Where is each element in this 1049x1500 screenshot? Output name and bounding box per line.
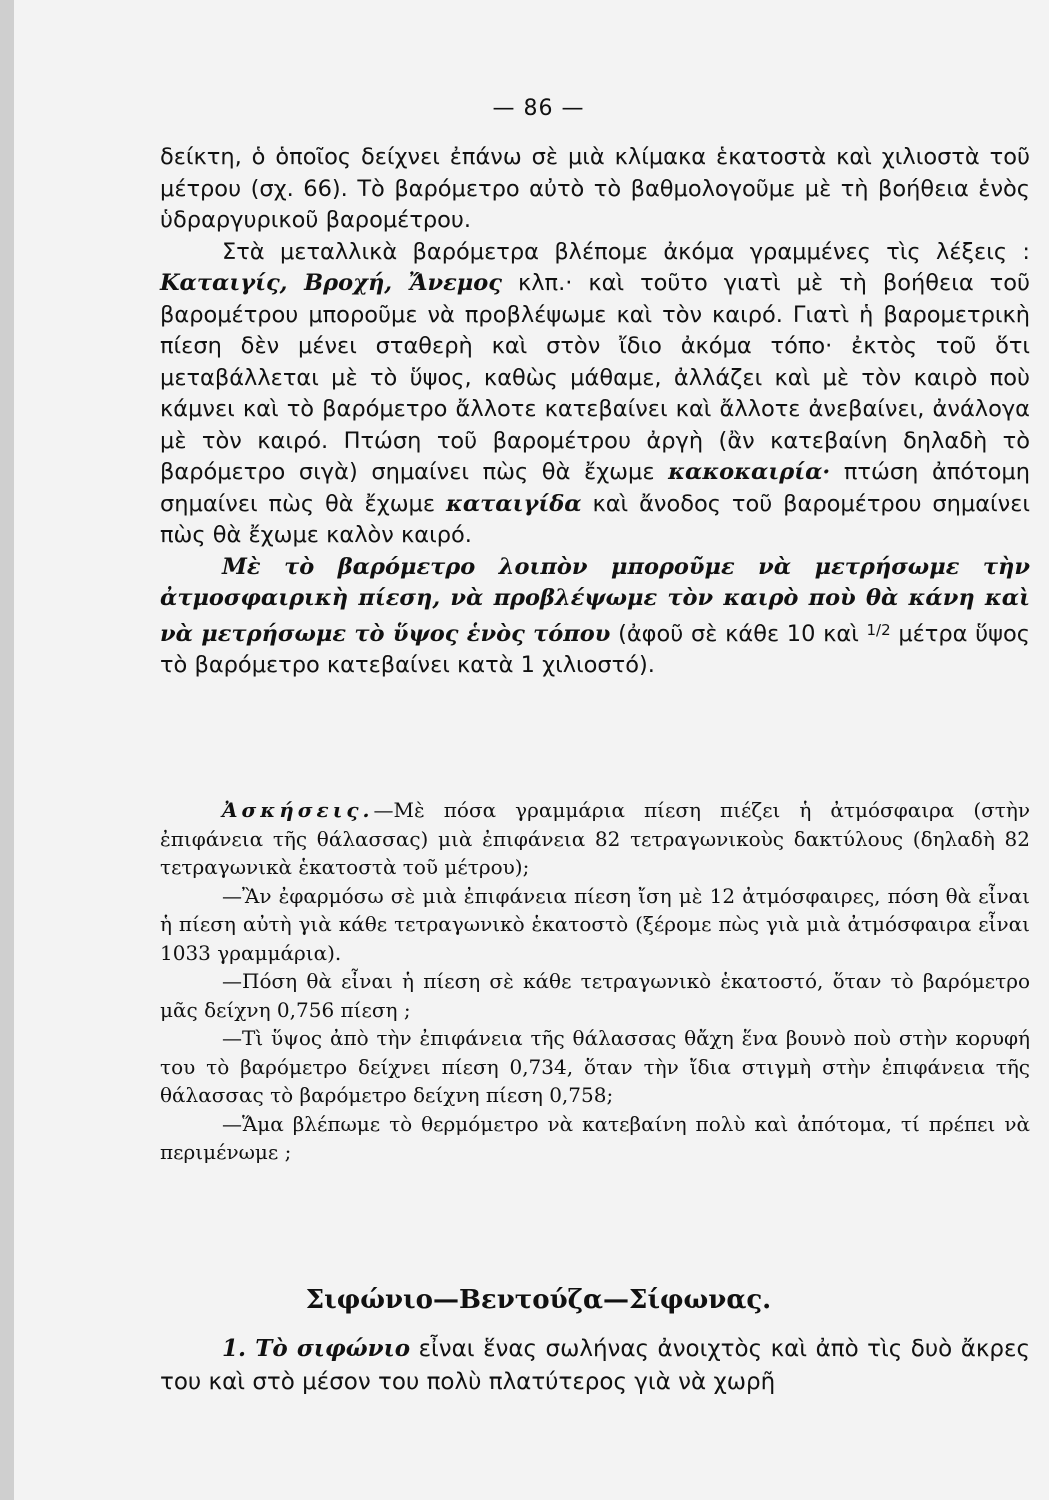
paragraph-pipette: 1. Τὸ σιφώνιο εἶναι ἕνας σωλήνας ἀνοιχτὸς καὶ ἀπὸ τὶς δυὸ ἄκρες του καὶ στὸ μέσον του πολὺ πλατύτερος γιὰ νὰ χωρῆ (160, 1335, 1030, 1395)
term-storm: καταιγίδα (445, 490, 582, 517)
page-number: — 86 — (492, 96, 585, 121)
exercise-4: —Τὶ ὕψος ἀπὸ τὴν ἐπιφάνεια τῆς θάλασσας θἄχη ἕνα βουνὸ ποὺ στὴν κορυφή του τὸ βαρόμετρο δείχνει πίεση 0,734, ὅταν τὴν ἴδια στιγμὴ στὴν ἐπιφάνεια τῆς θάλασσας τὸ βαρόμετρο δείχνη πίεση 0,758; (160, 1026, 1030, 1107)
weather-words: Καταιγίς, Βροχή, Ἄνεμος (160, 270, 502, 296)
exercise-2: —Ἂν ἐφαρμόσω σὲ μιὰ ἐπιφάνεια πίεση ἴση μὲ 12 ἀτμόσφαιρες, πόση θὰ εἶναι ἡ πίεση αὐτὴ γιὰ κάθε τετραγωνικὸ ἑκατοστὸ (ξέρομε πὼς γιὰ μιὰ ἀτμόσφαιρα εἶναι 1033 γραμμάρια). (160, 883, 1030, 965)
exercise-5: —Ἅμα βλέπωμε τὸ θερμόμετρο νὰ κατεβαίνη πολὺ καὶ ἀπότομα, τί πρέπει νὰ περιμένωμε ; (160, 1111, 1030, 1164)
paragraph-summary: Μὲ τὸ βαρόμετρο λοιπὸν μποροῦμε νὰ μετρήσωμε τὴν ἀτμοσφαιρικὴ πίεση, νὰ προβλέψωμε τὸν καιρὸ ποὺ θὰ κάνη καὶ νὰ μετρήσωμε τὸ ὕψος ἑνὸς τόπου (ἀφοῦ σὲ κάθε 10 καὶ $^{1/2}$ μέτρα ὕψος τὸ βαρόμετρο κατεβαίνει κατὰ 1 χιλιοστό). (160, 553, 1030, 678)
fraction-half: 1/2 (866, 620, 891, 639)
exercises-label: Ἀσκήσεις. (222, 798, 374, 822)
section-heading: Σιφώνιο—Βεντούζα—Σίφωνας. (305, 1285, 772, 1315)
exercise-3: —Πόση θὰ εἶναι ἡ πίεση σὲ κάθε τετραγωνικὸ ἑκατοστό, ὅταν τὸ βαρόμετρο μᾶς δείχνη 0,756 πίεση ; (160, 969, 1030, 1022)
term-pipette: Τὸ σιφώνιο (255, 1335, 411, 1362)
term-bad-weather: κακοκαιρία· (668, 459, 831, 485)
summary-bold: Μὲ τὸ βαρόμετρο λοιπὸν μποροῦμε νὰ μετρήσωμε τὴν ἀτμοσφαιρικὴ πίεση, νὰ προβλέψωμε τὸν καιρὸ ποὺ θὰ κάνη καὶ νὰ μετρήσωμε τὸ ὕψος ἑνὸς τόπου (160, 553, 1030, 647)
paragraph-barometer-calibration: δείκτη, ὁ ὁποῖος δείχνει ἐπάνω σὲ μιὰ κλίμακα ἑκατοστὰ καὶ χιλιοστὰ τοῦ μέτρου (σχ. 66). Τὸ βαρόμετρο αὐτὸ τὸ βαθμολογοῦμε μὲ τὴ βοήθεια ἑνὸς ὑδραργυρικοῦ βαρομέτρου. (160, 144, 1030, 233)
exercises-block (160, 796, 1030, 1167)
section-barometer-text (160, 142, 1030, 682)
item-number: 1. (222, 1335, 256, 1362)
section-siphon-text (160, 1332, 1030, 1399)
exercise-1: Ἀσκήσεις.—Μὲ πόσα γραμμάρια πίεση πιέζει ἡ ἀτμόσφαιρα (στὴν ἐπιφάνεια τῆς θάλασσας) μιὰ ἐπιφάνεια 82 τετραγωνικοὺς δακτύλους (δηλαδὴ 82 τετραγωνικὰ ἑκατοστὰ τοῦ μέτρου); (160, 798, 1030, 879)
paragraph-metal-barometers: Στὰ μεταλλικὰ βαρόμετρα βλέπομε ἀκόμα γραμμένες τὶς λέξεις : Καταιγίς, Βροχή, Ἄνεμος κλπ.· καὶ τοῦτο γιατὶ μὲ τὴ βοήθεια τοῦ βαρομέτρου μποροῦμε νὰ προβλέψωμε καὶ τὸν καιρό. Γιατὶ ἡ βαρομετρικὴ πίεση δὲν μένει σταθερὴ καὶ στὸν ἴδιο ἀκόμα τόπο· ἐκτὸς τοῦ ὅτι μεταβάλλεται μὲ τὸ ὕψος, καθὼς μάθαμε, ἀλλάζει καὶ μὲ τὸν καιρὸ ποὺ κάμνει καὶ τὸ βαρόμετρο ἄλλοτε κατεβαίνει καὶ ἄλλοτε ἀνεβαίνει, ἀνάλογα μὲ τὸν καιρό. Πτώση τοῦ βαρομέτρου ἀργὴ (ἂν κατεβαίνη δηλαδὴ τὸ βαρόμετρο σιγὰ) σημαίνει πὼς θὰ ἔχωμε κακοκαιρία· πτώση ἀπότομη σημαίνει πὼς θὰ ἔχωμε καταιγίδα καὶ ἄνοδος τοῦ βαρομέτρου σημαίνει πὼς θὰ ἔχωμε καλὸν καιρό. (160, 238, 1031, 548)
